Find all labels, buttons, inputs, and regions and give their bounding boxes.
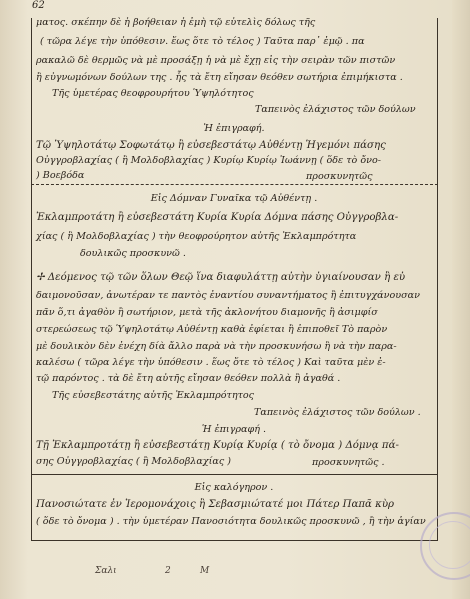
divider xyxy=(31,474,438,475)
signature-line: Ταπεινὸς ἐλάχιστος τῶν δούλων xyxy=(255,104,416,115)
frame-right-border xyxy=(437,18,438,540)
page-number: 62 xyxy=(32,0,45,11)
text-line: Ἐκλαμπροτάτη ἢ εὐσεβεστάτη Κυρία Κυρία Δόμνα πάσης Οὐγγροβλα- xyxy=(36,212,399,223)
text-line: τῷ παρόντος . τὰ δὲ ἔτη αὐτῆς εἴησαν θεόθεν πολλὰ ἢ ἀγαθά . xyxy=(36,373,341,384)
frame-bottom-border xyxy=(31,540,438,541)
text-line: ) Βοεβόδα xyxy=(36,170,85,181)
text-line: σης Οὐγγροβλαχίας ( ἢ Μολδοβλαχίας ) xyxy=(36,456,232,467)
text-line: πᾶν ὅ,τι ἀγαθὸν ἢ σωτήριον, μετὰ τῆς ἀκλονήτου διαμονῆς ἢ ἀσιμφίσ xyxy=(36,307,378,318)
text-line: ( τῶρα λέγε τὴν ὑπόθεσιν. ἕως ὅτε τὸ τέλος ) Ταῦτα παρ᾿ ἐμῷ . πα xyxy=(40,36,365,47)
handwritten-note: 2 xyxy=(165,566,171,576)
signature-line: Ταπεινὸς ἐλάχιστος τῶν δούλων . xyxy=(254,407,421,418)
text-line: Οὐγγροβλαχίας ( ἢ Μολδοβλαχίας ) Κυρίῳ Κυρίῳ Ἰωάννῃ ( ὅδε τὸ ὄνο- xyxy=(36,155,381,166)
text-line: προσκυνητῶς . xyxy=(312,457,385,468)
text-line: στερεώσεως τῷ Ὑψηλοτάτῳ Αὐθέντῃ καθὰ ἐφίεται ἢ ἐπιποθεῖ Τὸ παρὸν xyxy=(36,324,388,335)
section-heading: Ἡ ἐπιγραφή . xyxy=(201,424,267,435)
text-line: καλέσω ( τῶρα λέγε τὴν ὑπόθεσιν . ἕως ὅτε τὸ τέλος ) Καὶ ταῦτα μὲν ἐ- xyxy=(36,357,386,368)
text-line: δουλικῶς προσκυνῶ . xyxy=(80,248,186,259)
section-heading: Εἰς καλόγηρον . xyxy=(194,482,274,493)
text-line: ρακαλῶ δὲ θερμῶς νὰ μὲ προσάξῃ ἡ νὰ μὲ ἔχῃ εἰς τὴν σειρὰν τῶν πιστῶν xyxy=(36,55,396,66)
frame-left-border xyxy=(31,18,32,540)
closing-salutation: Τῆς εὐσεβεστάτης αὐτῆς Ἐκλαμπρότητος xyxy=(52,390,255,401)
divider xyxy=(31,184,438,185)
section-heading: Ἡ ἐπιγραφή. xyxy=(203,123,265,134)
text-line: ματος. σκέπην δὲ ἡ βοήθειαν ἡ ἐμὴ τῷ εὐτελὶς δόλως τῆς xyxy=(36,17,316,28)
handwritten-note: Μ xyxy=(200,566,210,576)
library-stamp-inner xyxy=(429,521,470,569)
text-line: χίας ( ἢ Μολδοβλαχίας ) τὴν θεοφρούρητον αὐτῆς Ἐκλαμπρότητα xyxy=(36,231,357,242)
text-line: ἢ εὐγνωμόνων δούλων της . ἧς τὰ ἔτη εἴησαν θεόθεν σωτήρια ἐπιμήκιστα . xyxy=(36,72,403,83)
page-edge-shadow xyxy=(452,0,470,599)
handwritten-note: Σαλι xyxy=(95,566,117,576)
text-line: μὲ δουλικὸν δὲν ἐνέχη δίὰ ἄλλο παρὰ νὰ τὴν προσκυνήσω ἢ νὰ τὴν παρα- xyxy=(36,341,397,352)
closing-salutation: Τῆς ὑμετέρας θεοφρουρήτου Ὑψηλότητος xyxy=(52,88,254,99)
text-line: Πανοσιώτατε ἐν Ἱερομονάχοις ἢ Σεβασμιώτατέ μοι Πάτερ Παπᾶ κὺρ xyxy=(36,499,395,510)
text-line: Τῇ Ἐκλαμπροτάτῃ ἢ εὐσεβεστάτῃ Κυρίᾳ Κυρίᾳ ( τὸ ὄνομα ) Δόμνᾳ πά- xyxy=(36,440,399,451)
text-line: ✢ Δεόμενος τῷ τῶν ὅλων Θεῷ ἵνα διαφυλάττῃ αὐτὴν ὑγιαίνουσαν ἢ εὐ xyxy=(36,272,406,283)
text-line: ( ὅδε τὸ ὄνομα ) . τὴν ὑμετέραν Πανοσιότητα δουλικῶς προσκυνῶ , ἢ τὴν ἁγίαν xyxy=(36,516,426,527)
section-heading: Εἰς Δόμναν Γυναῖκα τῷ Αὐθέντῃ . xyxy=(150,193,318,204)
text-line: δαιμονοῦσαν, ἀνωτέραν τε παντὸς ἐναντίου συναντήματος ἢ ἐπιτυγχάνουσαν xyxy=(36,290,420,301)
text-line: Τῷ Ὑψηλοτάτῳ Σοφωτάτῳ ἢ εὐσεβεστάτῳ Αὐθέντῃ Ἡγεμόνι πάσης xyxy=(36,140,386,151)
text-line: προσκυνητῶς xyxy=(306,171,373,182)
